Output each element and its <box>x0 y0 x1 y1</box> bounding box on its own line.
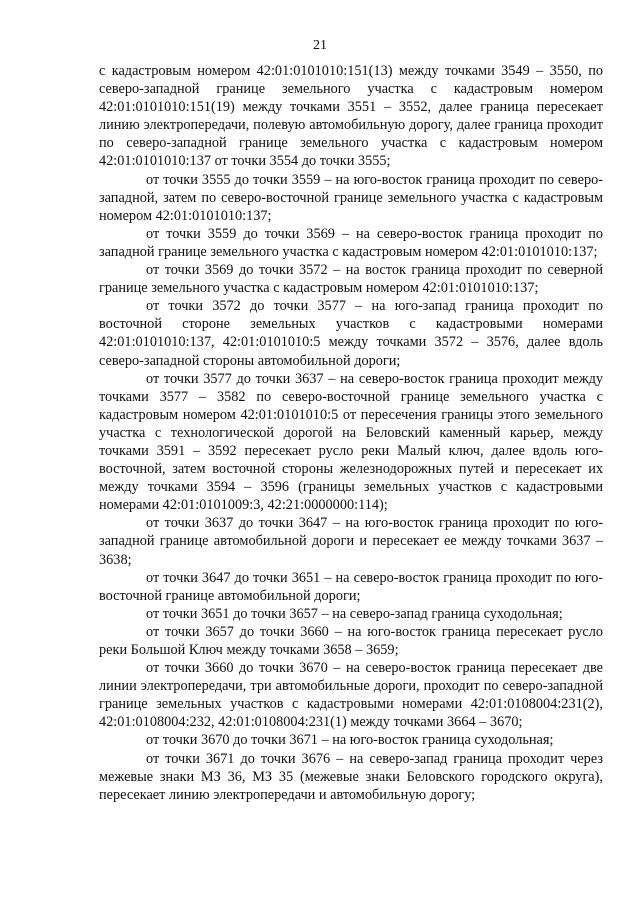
paragraph-1: с кадастровым номером 42:01:0101010:151(13) между точками 3549 – 3550, по северо-западной границе земельного участка с кадастровым номером 42:01:0101010:151(19) между точками 3551 – 3552, далее граница пересекает линию электропередачи, полевую автомобильную дорогу, далее граница проходит по северо-западной границе земельного участка с кадастровым номером 42:01:0101010:137 от точки 3554 до точки 3555; <box>99 63 603 170</box>
paragraph-5: от точки 3572 до точки 3577 – на юго-запад граница проходит по восточной стороне земельных участков с кадастровыми номерами 42:01:0101010:137, 42:01:0101010:5 между точками 3572 – 3576, далее вдоль северо-западной стороны автомобильной дороги; <box>99 298 603 369</box>
paragraph-9: от точки 3651 до точки 3657 – на северо-запад граница суходольная; <box>146 605 563 622</box>
document-body <box>99 62 603 804</box>
paragraph-11: от точки 3660 до точки 3670 – на северо-восток граница пересекает две линии электропередачи, три автомобильные дороги, проходит по северо-западной границе земельных участков с кадастровыми номерами 42:01:0108004:231(2), 42:01:0108004:232, 42:01:0108004:231(1) между точками 3664 – 3670; <box>99 660 603 731</box>
paragraph-13: от точки 3671 до точки 3676 – на северо-запад граница проходит через межевые знаки МЗ 36, МЗ 35 (межевые знаки Беловского городского округа), пересекает линию электропередачи и автомобильную дорогу; <box>99 750 603 803</box>
paragraph-10: от точки 3657 до точки 3660 – на юго-восток граница пересекает русло реки Большой Ключ между точками 3658 – 3659; <box>99 623 603 658</box>
paragraph-4: от точки 3569 до точки 3572 – на восток граница проходит по северной границе земельного участка с кадастровым номером 42:01:0101010:137; <box>99 262 603 297</box>
paragraph-12: от точки 3670 до точки 3671 – на юго-восток граница суходольная; <box>146 732 554 749</box>
paragraph-7: от точки 3637 до точки 3647 – на юго-восток граница проходит по юго-западной границе автомобильной дороги и пересекает ее между точками 3637 – 3638; <box>99 515 603 568</box>
page-number: 21 <box>313 38 327 53</box>
paragraph-3: от точки 3559 до точки 3569 – на северо-восток граница проходит по западной границе земельного участка с кадастровым номером 42:01:0101010:137; <box>99 225 603 260</box>
paragraph-2: от точки 3555 до точки 3559 – на юго-восток граница проходит по северо-западной, затем по северо-восточной границе земельного участка с кадастровым номером 42:01:0101010:137; <box>99 171 603 224</box>
paragraph-6: от точки 3577 до точки 3637 – на северо-восток граница проходит между точками 3577 – 3582 по северо-восточной границе земельного участка с кадастровым номером 42:01:0101010:5 от пересечения границы этого земельного участка с технологической дорогой на Беловский каменный карьер, между точками 3591 – 3592 пересекает русло реки Малый ключ, далее вдоль юго-восточной, затем восточной стороны железнодорожных путей и пересекает их между точками 3594 – 3596 (границы земельных участков с кадастровыми номерами 42:01:0101009:3, 42:21:0000000:114); <box>99 370 603 514</box>
paragraph-8: от точки 3647 до точки 3651 – на северо-восток граница проходит по юго-восточной границе автомобильной дороги; <box>99 569 603 604</box>
